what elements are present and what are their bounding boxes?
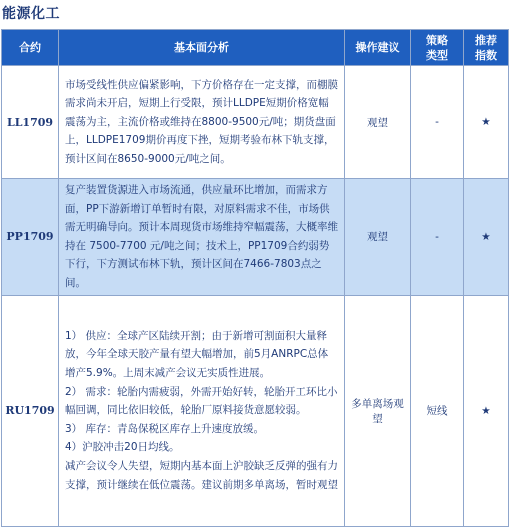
header-rating-line1: 推荐 (475, 33, 497, 47)
analysis-paragraph: 市场受线性供应偏紧影响，下方价格存在一定支撑，而棚膜需求尚未开启，短期上行受限，预计LLDPE短期价格宽幅震荡为主，主流价格或维持在8800-9500元/吨；期货盘面上，LLDPE1709期价再度下挫，短期考验布林下轨支撑，预计区间在8650-9000元/吨之间。 (65, 78, 338, 165)
rating-star-icon: ★ (464, 295, 509, 526)
table-row (2, 66, 509, 179)
analysis-paragraph: 复产装置货源进入市场流通，供应量环比增加，而需求方面，PP下游新增订单暂时有限，对原料需求不佳，市场供需无明确导向。预计本周现货市场维持窄幅震荡，大概率维持在 7500-7700 元/吨之间；技术上，PP1709合约弱势下行，下方测试布林下轨，预计区间在7466-7803点之间。 (65, 184, 338, 289)
analysis-paragraph: 2） 需求：轮胎内需疲弱，外需开始好转，轮胎开工环比小幅回调，同比依旧较低，轮胎厂原料接货意愿较弱。 (65, 385, 338, 417)
header-rating (464, 30, 509, 66)
strategy-cell: - (411, 179, 464, 296)
suggestion-cell: 多单离场观望 (345, 295, 411, 526)
suggestion-cell: 观望 (345, 66, 411, 179)
rating-star-icon: ★ (464, 179, 509, 296)
contract-cell: RU1709 (2, 295, 59, 526)
header-suggestion: 操作建议 (345, 30, 411, 66)
header-analysis: 基本面分析 (59, 30, 345, 66)
analysis-paragraph: 3） 库存：青岛保税区库存上升速度放缓。 (65, 422, 265, 435)
header-rating-line2: 指数 (475, 48, 497, 62)
table-row (2, 295, 509, 526)
contract-cell: PP1709 (2, 179, 59, 296)
analysis-paragraph: 1） 供应：全球产区陆续开割；由于新增可割面积大量释放，今年全球天胶产量有望大幅增加，前5月ANRPC总体增产5.9%。上周末减产会议无实质性进展。 (65, 329, 329, 380)
analysis-cell (59, 66, 345, 179)
table-row (2, 179, 509, 296)
table-header-row (2, 30, 509, 66)
analysis-paragraph: 4）沪胶冲击20日均线。 (65, 441, 180, 454)
analysis-table (1, 29, 509, 527)
analysis-cell (59, 179, 345, 296)
rating-star-icon: ★ (464, 66, 509, 179)
page-title: 能源化工 (2, 6, 60, 22)
header-strategy-line2: 类型 (426, 48, 448, 62)
contract-cell: LL1709 (2, 66, 59, 179)
strategy-cell: - (411, 66, 464, 179)
header-strategy-line1: 策略 (426, 33, 448, 47)
header-strategy (411, 30, 464, 66)
analysis-paragraph: 减产会议令人失望，短期内基本面上沪胶缺乏反弹的强有力支撑，预计继续在低位震荡。建议前期多单离场，暂时观望 (65, 460, 338, 491)
strategy-cell: 短线 (411, 295, 464, 526)
header-contract: 合约 (2, 30, 59, 66)
analysis-cell (59, 295, 345, 526)
suggestion-cell: 观望 (345, 179, 411, 296)
